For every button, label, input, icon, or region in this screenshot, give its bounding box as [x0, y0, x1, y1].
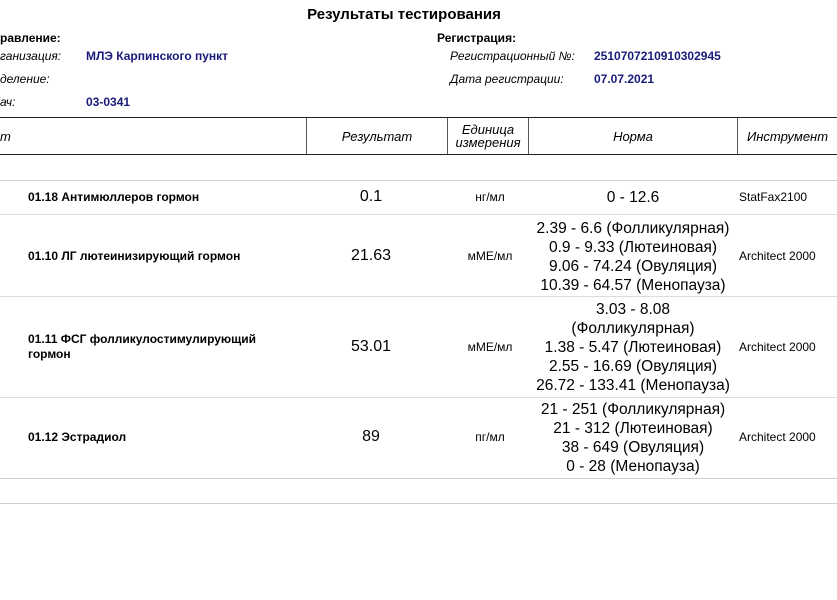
row-separator	[0, 296, 837, 297]
norm-line: 21 - 251 (Фолликулярная)	[540, 401, 726, 418]
table-row-test-name: 01.10 ЛГ лютеинизирующий гормон	[28, 249, 241, 263]
norm-line: 0 - 28 (Менопауза)	[566, 458, 700, 475]
column-header-unit-line2: измерения	[455, 135, 521, 150]
norm-line: (Фолликулярная)	[571, 320, 695, 337]
table-row-unit: нг/мл	[475, 190, 505, 204]
row-separator	[0, 503, 837, 504]
norm-line: 2.39 - 6.6 (Фолликулярная)	[536, 220, 730, 237]
registration-date-label: Дата регистрации:	[450, 72, 564, 86]
column-header-instrument: Инструмент	[746, 128, 829, 144]
column-header-norm: Норма	[613, 128, 653, 144]
norm-line: 0 - 12.6	[606, 189, 660, 206]
doctor-value: 03-0341	[86, 95, 131, 109]
registration-date-value: 07.07.2021	[594, 72, 655, 86]
row-separator	[0, 478, 837, 479]
test-name-line: гормон	[28, 347, 71, 361]
table-row-test-name	[28, 332, 256, 362]
table-row-test-name: 01.12 Эстрадиол	[28, 430, 127, 444]
norm-line: 2.55 - 16.69 (Овуляция)	[548, 358, 718, 375]
norm-line: 10.39 - 64.57 (Менопауза)	[540, 277, 726, 294]
table-row-unit: пг/мл	[475, 430, 505, 444]
registration-number-label: Регистрационный №:	[450, 49, 575, 63]
table-row-instrument: Architect 2000	[739, 340, 816, 354]
norm-line: 26.72 - 133.41 (Менопауза)	[536, 377, 730, 394]
table-row-result: 0.1	[359, 188, 383, 205]
column-header-unit	[448, 118, 528, 154]
norm-line: 38 - 649 (Овуляция)	[561, 439, 705, 456]
column-header-test: т	[0, 128, 11, 144]
test-name-line: 01.11 ФСГ фолликулостимулирующий	[28, 332, 257, 346]
registration-number-value: 2510707210910302945	[594, 49, 721, 63]
table-row-norm	[528, 188, 738, 207]
table-header-bottom-border	[0, 154, 837, 155]
table-row-unit: мМЕ/мл	[467, 249, 513, 263]
table-row-norm	[528, 300, 738, 395]
norm-line: 0.9 - 9.33 (Лютеиновая)	[548, 239, 718, 256]
norm-line: 9.06 - 74.24 (Овуляция)	[548, 258, 718, 275]
report-title: Результаты тестирования	[307, 6, 501, 23]
table-row-instrument: StatFax2100	[739, 190, 808, 204]
row-separator	[0, 397, 837, 398]
table-row-result: 53.01	[350, 338, 392, 355]
doctor-label: ач:	[0, 95, 16, 109]
table-row-instrument: Architect 2000	[739, 430, 816, 444]
table-row-result: 89	[362, 428, 380, 445]
column-header-result: Результат	[341, 128, 413, 144]
table-row-instrument: Architect 2000	[739, 249, 816, 263]
table-row-unit: мМЕ/мл	[467, 340, 513, 354]
department-label: деление:	[0, 72, 50, 86]
direction-heading: равление:	[0, 31, 61, 45]
norm-line: 3.03 - 8.08	[595, 301, 671, 318]
organization-label: ганизация:	[0, 49, 62, 63]
column-header-unit-line1: Единица	[461, 122, 515, 137]
row-separator	[0, 214, 837, 215]
table-row-result: 21.63	[350, 247, 392, 264]
row-separator	[0, 180, 837, 181]
table-row-norm	[528, 219, 738, 295]
registration-heading: Регистрация:	[437, 31, 517, 45]
norm-line: 21 - 312 (Лютеиновая)	[553, 420, 713, 437]
table-row-norm	[528, 400, 738, 476]
organization-value: МЛЭ Карпинского пункт	[86, 49, 229, 63]
table-row-test-name: 01.18 Антимюллеров гормон	[28, 190, 200, 204]
norm-line: 1.38 - 5.47 (Лютеиновая)	[544, 339, 722, 356]
